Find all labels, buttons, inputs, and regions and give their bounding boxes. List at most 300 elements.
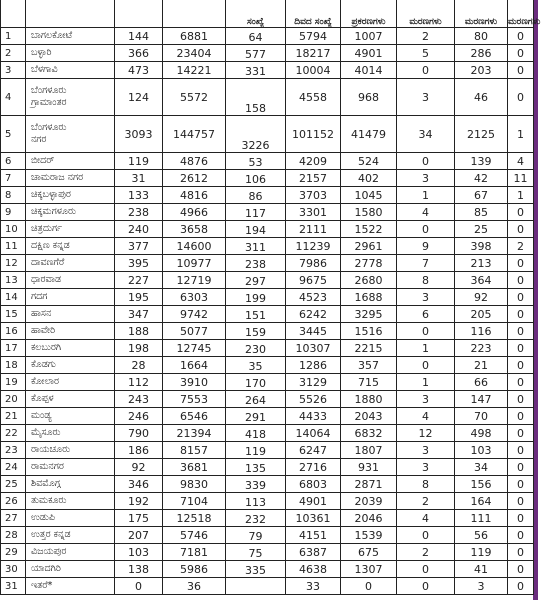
table-row [1, 170, 534, 187]
value-cell: 0 [508, 306, 534, 323]
value-cell: 0 [508, 391, 534, 408]
value-cell: 1516 [341, 323, 397, 340]
value-cell: 12518 [163, 510, 226, 527]
value-cell: 2039 [341, 493, 397, 510]
value-cell: 1045 [341, 187, 397, 204]
district-name-line: ಹಾವೇರಿ [31, 325, 56, 336]
district-name-line: ದಾವಣಗೆರೆ [31, 257, 65, 268]
value-cell: 21 [455, 357, 508, 374]
header-col3 [115, 0, 163, 28]
value-cell: 1007 [341, 28, 397, 45]
value-cell: 6303 [163, 289, 226, 306]
district-name-line: ಮೈಸೂರು [31, 427, 61, 438]
row-number: 14 [1, 289, 26, 306]
district-name-line: ಉಡುಪಿ [31, 512, 55, 523]
value-cell: 4558 [286, 79, 341, 116]
value-cell: 147 [455, 391, 508, 408]
value-cell: 103 [115, 544, 163, 561]
value-cell: 0 [508, 340, 534, 357]
value-cell: 14221 [163, 62, 226, 79]
value-cell: 0 [508, 578, 534, 595]
district-name-line: ತುಮಕೂರು [31, 495, 67, 506]
value-cell: 9675 [286, 272, 341, 289]
table-row [1, 561, 534, 578]
value-cell: 1 [508, 187, 534, 204]
value-cell: 75 [226, 544, 286, 561]
value-cell: 968 [341, 79, 397, 116]
district-name-line: ಶಿವಮೊಗ್ಗ [31, 478, 61, 489]
value-cell: 7986 [286, 255, 341, 272]
table-row [1, 79, 534, 116]
value-cell: 46 [455, 79, 508, 116]
district-name [26, 62, 115, 79]
value-cell: 156 [455, 476, 508, 493]
value-cell: 85 [455, 204, 508, 221]
table-row [1, 45, 534, 62]
value-cell: 10361 [286, 510, 341, 527]
value-cell: 398 [455, 238, 508, 255]
value-cell: 192 [115, 493, 163, 510]
value-cell: 240 [115, 221, 163, 238]
value-cell: 6247 [286, 442, 341, 459]
value-cell: 186 [115, 442, 163, 459]
value-cell: 1307 [341, 561, 397, 578]
value-cell: 119 [115, 153, 163, 170]
district-name [26, 221, 115, 238]
value-cell: 297 [226, 272, 286, 289]
value-cell: 111 [455, 510, 508, 527]
district-name [26, 187, 115, 204]
district-name-line: ನಗರ [31, 134, 47, 145]
district-name [26, 561, 115, 578]
value-cell: 14600 [163, 238, 226, 255]
value-cell: 5572 [163, 79, 226, 116]
district-name-line: ಯಾದಗಿರಿ [31, 563, 61, 574]
value-cell [226, 578, 286, 595]
row-number: 24 [1, 459, 26, 476]
value-cell: 6803 [286, 476, 341, 493]
value-cell: 11239 [286, 238, 341, 255]
value-cell: 264 [226, 391, 286, 408]
district-name [26, 238, 115, 255]
row-number: 25 [1, 476, 26, 493]
value-cell: 3910 [163, 374, 226, 391]
value-cell: 213 [455, 255, 508, 272]
value-cell: 144757 [163, 116, 226, 153]
district-name [26, 116, 115, 153]
header-sn [1, 0, 26, 28]
value-cell: 35 [226, 357, 286, 374]
value-cell: 2043 [341, 408, 397, 425]
value-cell: 9742 [163, 306, 226, 323]
value-cell: 203 [455, 62, 508, 79]
value-cell: 175 [115, 510, 163, 527]
value-cell: 4014 [341, 62, 397, 79]
value-cell: 7181 [163, 544, 226, 561]
district-name [26, 459, 115, 476]
table-row [1, 493, 534, 510]
value-cell: 0 [508, 459, 534, 476]
value-cell: 0 [397, 323, 455, 340]
value-cell: 6 [397, 306, 455, 323]
district-name-line: ವಿಜಯಪುರ [31, 546, 67, 557]
value-cell: 311 [226, 238, 286, 255]
value-cell: 4876 [163, 153, 226, 170]
value-cell: 7104 [163, 493, 226, 510]
value-cell: 790 [115, 425, 163, 442]
value-cell: 4523 [286, 289, 341, 306]
district-name [26, 408, 115, 425]
value-cell: 3 [397, 289, 455, 306]
value-cell: 117 [226, 204, 286, 221]
table-row [1, 306, 534, 323]
value-cell: 1880 [341, 391, 397, 408]
row-number: 31 [1, 578, 26, 595]
value-cell: 1 [508, 116, 534, 153]
row-number: 7 [1, 170, 26, 187]
value-cell: 3 [397, 459, 455, 476]
header-col9: ಮರಣಗಳು [455, 0, 508, 28]
value-cell: 418 [226, 425, 286, 442]
row-number: 23 [1, 442, 26, 459]
value-cell: 357 [341, 357, 397, 374]
value-cell: 112 [115, 374, 163, 391]
value-cell: 0 [341, 578, 397, 595]
district-name [26, 425, 115, 442]
value-cell: 347 [115, 306, 163, 323]
district-name [26, 204, 115, 221]
district-name-line: ಚಿಕ್ಕಮಗಳೂರು [31, 206, 77, 217]
value-cell: 0 [397, 221, 455, 238]
district-name-line: ಉತ್ತರ ಕನ್ನಡ [31, 529, 71, 540]
value-cell: 0 [397, 561, 455, 578]
value-cell: 3226 [226, 116, 286, 153]
value-cell: 498 [455, 425, 508, 442]
row-number: 28 [1, 527, 26, 544]
value-cell: 4209 [286, 153, 341, 170]
table-row [1, 255, 534, 272]
value-cell: 0 [397, 153, 455, 170]
value-cell: 124 [115, 79, 163, 116]
value-cell: 2 [508, 238, 534, 255]
table-row [1, 340, 534, 357]
district-name [26, 442, 115, 459]
value-cell: 0 [508, 79, 534, 116]
row-number: 3 [1, 62, 26, 79]
district-name [26, 340, 115, 357]
value-cell: 377 [115, 238, 163, 255]
value-cell: 1807 [341, 442, 397, 459]
value-cell: 158 [226, 79, 286, 116]
value-cell: 6881 [163, 28, 226, 45]
value-cell: 7 [397, 255, 455, 272]
value-cell: 0 [508, 544, 534, 561]
district-name [26, 170, 115, 187]
row-number: 22 [1, 425, 26, 442]
table-row [1, 442, 534, 459]
value-cell: 0 [508, 561, 534, 578]
value-cell: 2716 [286, 459, 341, 476]
value-cell: 3093 [115, 116, 163, 153]
value-cell: 8 [397, 272, 455, 289]
table-row [1, 116, 534, 153]
row-number: 29 [1, 544, 26, 561]
value-cell: 139 [455, 153, 508, 170]
value-cell: 144 [115, 28, 163, 45]
value-cell: 12745 [163, 340, 226, 357]
row-number: 12 [1, 255, 26, 272]
value-cell: 331 [226, 62, 286, 79]
value-cell: 164 [455, 493, 508, 510]
value-cell: 2871 [341, 476, 397, 493]
district-name-line: ಬೆಂಗಳೂರು [31, 85, 67, 96]
row-number: 17 [1, 340, 26, 357]
value-cell: 138 [115, 561, 163, 578]
district-name [26, 544, 115, 561]
value-cell: 3 [397, 391, 455, 408]
value-cell: 232 [226, 510, 286, 527]
district-name-line: ದಕ್ಷಿಣ ಕನ್ನಡ [31, 240, 70, 251]
value-cell: 0 [508, 442, 534, 459]
value-cell: 0 [508, 374, 534, 391]
table-row [1, 62, 534, 79]
value-cell: 3301 [286, 204, 341, 221]
value-cell: 188 [115, 323, 163, 340]
district-name [26, 153, 115, 170]
table-row [1, 425, 534, 442]
district-name-line: ಕೋಲಾರ [31, 376, 59, 387]
value-cell: 3 [397, 79, 455, 116]
value-cell: 5077 [163, 323, 226, 340]
value-cell: 335 [226, 561, 286, 578]
district-name [26, 79, 115, 116]
value-cell: 931 [341, 459, 397, 476]
value-cell: 53 [226, 153, 286, 170]
value-cell: 92 [115, 459, 163, 476]
value-cell: 103 [455, 442, 508, 459]
district-name-line: ಚಿಕ್ಕಬಳ್ಳಾಪುರ [31, 189, 71, 200]
district-name-line: ಬೆಂಗಳೂರು [31, 122, 67, 133]
value-cell: 246 [115, 408, 163, 425]
row-number: 9 [1, 204, 26, 221]
value-cell: 0 [508, 425, 534, 442]
district-name [26, 357, 115, 374]
row-number: 15 [1, 306, 26, 323]
value-cell: 4901 [286, 493, 341, 510]
value-cell: 4966 [163, 204, 226, 221]
row-number: 21 [1, 408, 26, 425]
value-cell: 346 [115, 476, 163, 493]
table-row [1, 272, 534, 289]
value-cell: 238 [226, 255, 286, 272]
value-cell: 6832 [341, 425, 397, 442]
value-cell: 3703 [286, 187, 341, 204]
district-name-line: ಬೆಳಗಾವಿ [31, 64, 58, 75]
value-cell: 86 [226, 187, 286, 204]
row-number: 8 [1, 187, 26, 204]
value-cell: 395 [115, 255, 163, 272]
value-cell: 12719 [163, 272, 226, 289]
value-cell: 675 [341, 544, 397, 561]
table-row [1, 28, 534, 45]
value-cell: 0 [508, 272, 534, 289]
value-cell: 119 [226, 442, 286, 459]
value-cell: 3445 [286, 323, 341, 340]
district-name-line: ಚಾಮರಾಜ ನಗರ [31, 172, 84, 183]
value-cell: 2612 [163, 170, 226, 187]
value-cell: 5746 [163, 527, 226, 544]
district-name-line: ಇತರೆ* [31, 580, 53, 591]
value-cell: 6242 [286, 306, 341, 323]
table-row [1, 476, 534, 493]
district-name-line: ಚಿತ್ರದುರ್ಗ [31, 223, 63, 234]
value-cell: 577 [226, 45, 286, 62]
row-number: 1 [1, 28, 26, 45]
value-cell: 1580 [341, 204, 397, 221]
table-row [1, 391, 534, 408]
row-number: 6 [1, 153, 26, 170]
district-name-line: ಗ್ರಾಮಾಂತರ [31, 97, 67, 108]
value-cell: 243 [115, 391, 163, 408]
value-cell: 4 [508, 153, 534, 170]
table-row [1, 204, 534, 221]
table-body [1, 28, 534, 595]
value-cell: 3295 [341, 306, 397, 323]
table-row [1, 289, 534, 306]
value-cell: 286 [455, 45, 508, 62]
value-cell: 0 [508, 221, 534, 238]
value-cell: 291 [226, 408, 286, 425]
district-name [26, 493, 115, 510]
header-col10: ಮರಣಗಳು [508, 0, 534, 28]
value-cell: 366 [115, 45, 163, 62]
table-row [1, 374, 534, 391]
header-col7: ಪ್ರಕರಣಗಳು [341, 0, 397, 28]
value-cell: 0 [397, 527, 455, 544]
value-cell: 106 [226, 170, 286, 187]
value-cell: 238 [115, 204, 163, 221]
value-cell: 402 [341, 170, 397, 187]
value-cell: 1664 [163, 357, 226, 374]
value-cell: 10307 [286, 340, 341, 357]
header-col5: ಸಂಖ್ಯೆ [226, 0, 286, 28]
table-row [1, 153, 534, 170]
value-cell: 8 [397, 476, 455, 493]
value-cell: 199 [226, 289, 286, 306]
value-cell: 0 [508, 62, 534, 79]
district-name-line: ಧಾರವಾಡ [31, 274, 62, 285]
value-cell: 524 [341, 153, 397, 170]
value-cell: 0 [115, 578, 163, 595]
row-number: 20 [1, 391, 26, 408]
value-cell: 3681 [163, 459, 226, 476]
value-cell: 25 [455, 221, 508, 238]
value-cell: 2125 [455, 116, 508, 153]
value-cell: 2046 [341, 510, 397, 527]
row-number: 16 [1, 323, 26, 340]
district-name-line: ಕೊಪ್ಪಳ [31, 393, 54, 404]
district-name-line: ರಾಯಚೂರು [31, 444, 71, 455]
value-cell: 0 [508, 476, 534, 493]
value-cell: 364 [455, 272, 508, 289]
row-number: 18 [1, 357, 26, 374]
value-cell: 67 [455, 187, 508, 204]
value-cell: 80 [455, 28, 508, 45]
table-row [1, 510, 534, 527]
value-cell: 8157 [163, 442, 226, 459]
value-cell: 1 [397, 187, 455, 204]
value-cell: 3 [455, 578, 508, 595]
value-cell: 1286 [286, 357, 341, 374]
district-name [26, 255, 115, 272]
value-cell: 10004 [286, 62, 341, 79]
district-name [26, 578, 115, 595]
district-name-line: ಕಲಬುರಗಿ [31, 342, 62, 353]
district-name [26, 391, 115, 408]
value-cell: 1688 [341, 289, 397, 306]
value-cell: 34 [455, 459, 508, 476]
value-cell: 1522 [341, 221, 397, 238]
value-cell: 7553 [163, 391, 226, 408]
table-row [1, 187, 534, 204]
district-name [26, 527, 115, 544]
value-cell: 195 [115, 289, 163, 306]
row-number: 27 [1, 510, 26, 527]
value-cell: 28 [115, 357, 163, 374]
value-cell: 33 [286, 578, 341, 595]
value-cell: 0 [397, 578, 455, 595]
value-cell: 0 [508, 255, 534, 272]
value-cell: 198 [115, 340, 163, 357]
header-col4 [163, 0, 226, 28]
district-name-line: ಹಾಸನ [31, 308, 52, 319]
value-cell: 101152 [286, 116, 341, 153]
value-cell: 31 [115, 170, 163, 187]
district-name [26, 289, 115, 306]
value-cell: 2778 [341, 255, 397, 272]
table-row [1, 544, 534, 561]
value-cell: 9830 [163, 476, 226, 493]
value-cell: 4151 [286, 527, 341, 544]
value-cell: 9 [397, 238, 455, 255]
value-cell: 339 [226, 476, 286, 493]
value-cell: 4433 [286, 408, 341, 425]
row-number: 5 [1, 116, 26, 153]
value-cell: 194 [226, 221, 286, 238]
value-cell: 151 [226, 306, 286, 323]
value-cell: 92 [455, 289, 508, 306]
value-cell: 6546 [163, 408, 226, 425]
value-cell: 5986 [163, 561, 226, 578]
value-cell: 205 [455, 306, 508, 323]
district-name-line: ಗದಗ [31, 291, 48, 302]
value-cell: 18217 [286, 45, 341, 62]
value-cell: 4 [397, 510, 455, 527]
value-cell: 0 [508, 204, 534, 221]
value-cell: 5 [397, 45, 455, 62]
value-cell: 0 [397, 62, 455, 79]
value-cell: 34 [397, 116, 455, 153]
value-cell: 11 [508, 170, 534, 187]
district-name [26, 510, 115, 527]
value-cell: 3 [397, 170, 455, 187]
value-cell: 2 [397, 544, 455, 561]
value-cell: 56 [455, 527, 508, 544]
value-cell: 0 [508, 357, 534, 374]
value-cell: 5794 [286, 28, 341, 45]
value-cell: 3658 [163, 221, 226, 238]
value-cell: 1539 [341, 527, 397, 544]
